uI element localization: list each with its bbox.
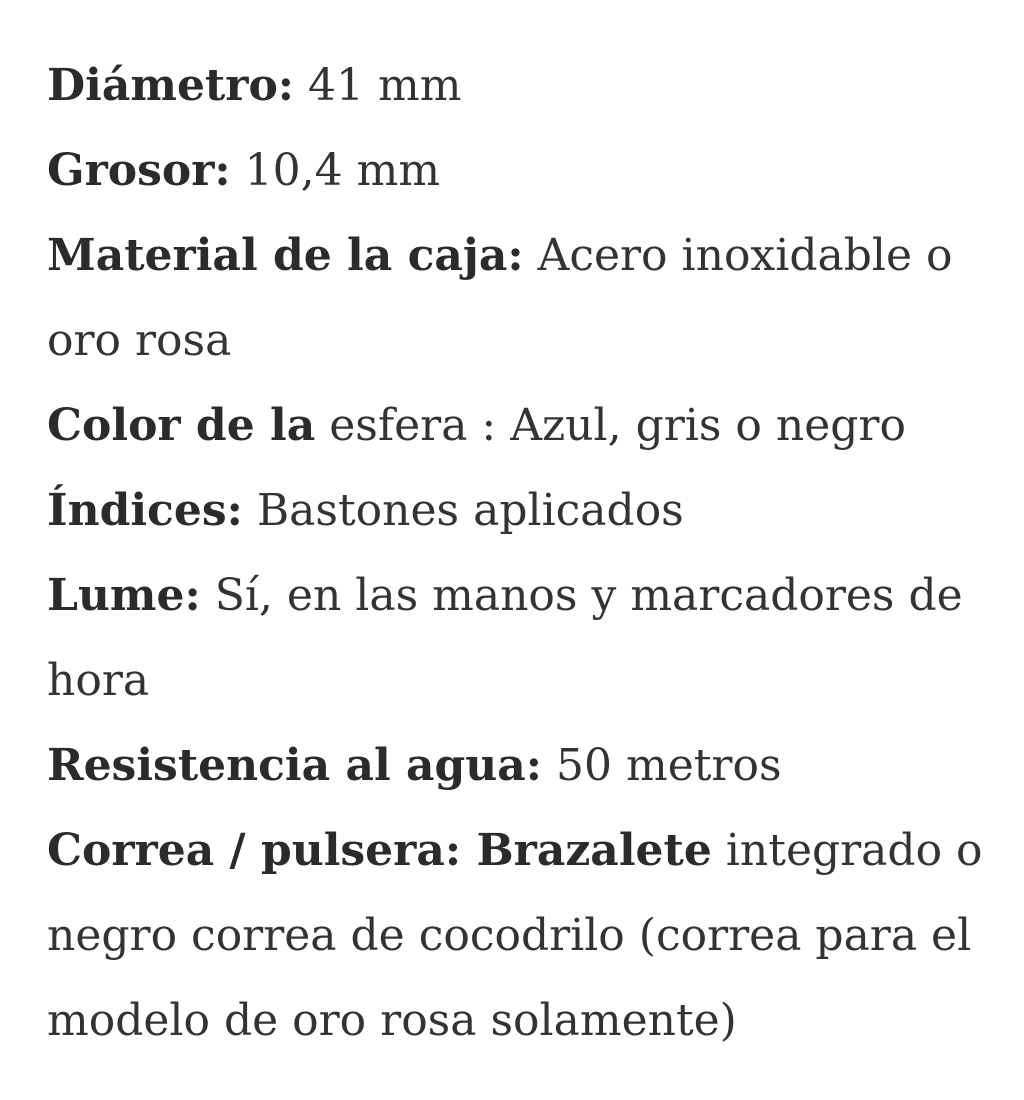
spec-value: integrado o negro correa de cocodrilo (correa para el modelo de oro rosa solamente) bbox=[47, 825, 983, 1046]
spec-value: Sí, en las manos y marcadores de hora bbox=[47, 570, 963, 706]
spec-label: Material de la caja: bbox=[47, 230, 524, 281]
spec-value: 50 metros bbox=[542, 740, 782, 791]
spec-value: 41 mm bbox=[294, 60, 462, 111]
spec-label: Lume: bbox=[47, 570, 201, 621]
spec-material bbox=[47, 213, 997, 383]
watch-spec-list bbox=[47, 43, 997, 1063]
spec-lume bbox=[47, 553, 997, 723]
spec-diametro bbox=[47, 43, 997, 128]
spec-label-extra: Brazalete bbox=[461, 825, 712, 876]
spec-label: Índices: bbox=[47, 485, 243, 536]
spec-label: Correa / pulsera: bbox=[47, 825, 462, 876]
spec-color bbox=[47, 383, 997, 468]
spec-grosor bbox=[47, 128, 997, 213]
spec-resistencia bbox=[47, 723, 997, 808]
spec-correa bbox=[47, 808, 997, 1063]
spec-label: Diámetro: bbox=[47, 60, 295, 111]
spec-value: 10,4 mm bbox=[230, 145, 441, 196]
spec-value: Acero inoxidable o oro rosa bbox=[47, 230, 953, 366]
spec-indices bbox=[47, 468, 997, 553]
spec-value: esfera : Azul, gris o negro bbox=[315, 400, 906, 451]
spec-label: Resistencia al agua: bbox=[47, 740, 543, 791]
spec-value: Bastones aplicados bbox=[242, 485, 684, 536]
spec-label: Grosor: bbox=[47, 145, 231, 196]
spec-label: Color de la bbox=[47, 400, 316, 451]
